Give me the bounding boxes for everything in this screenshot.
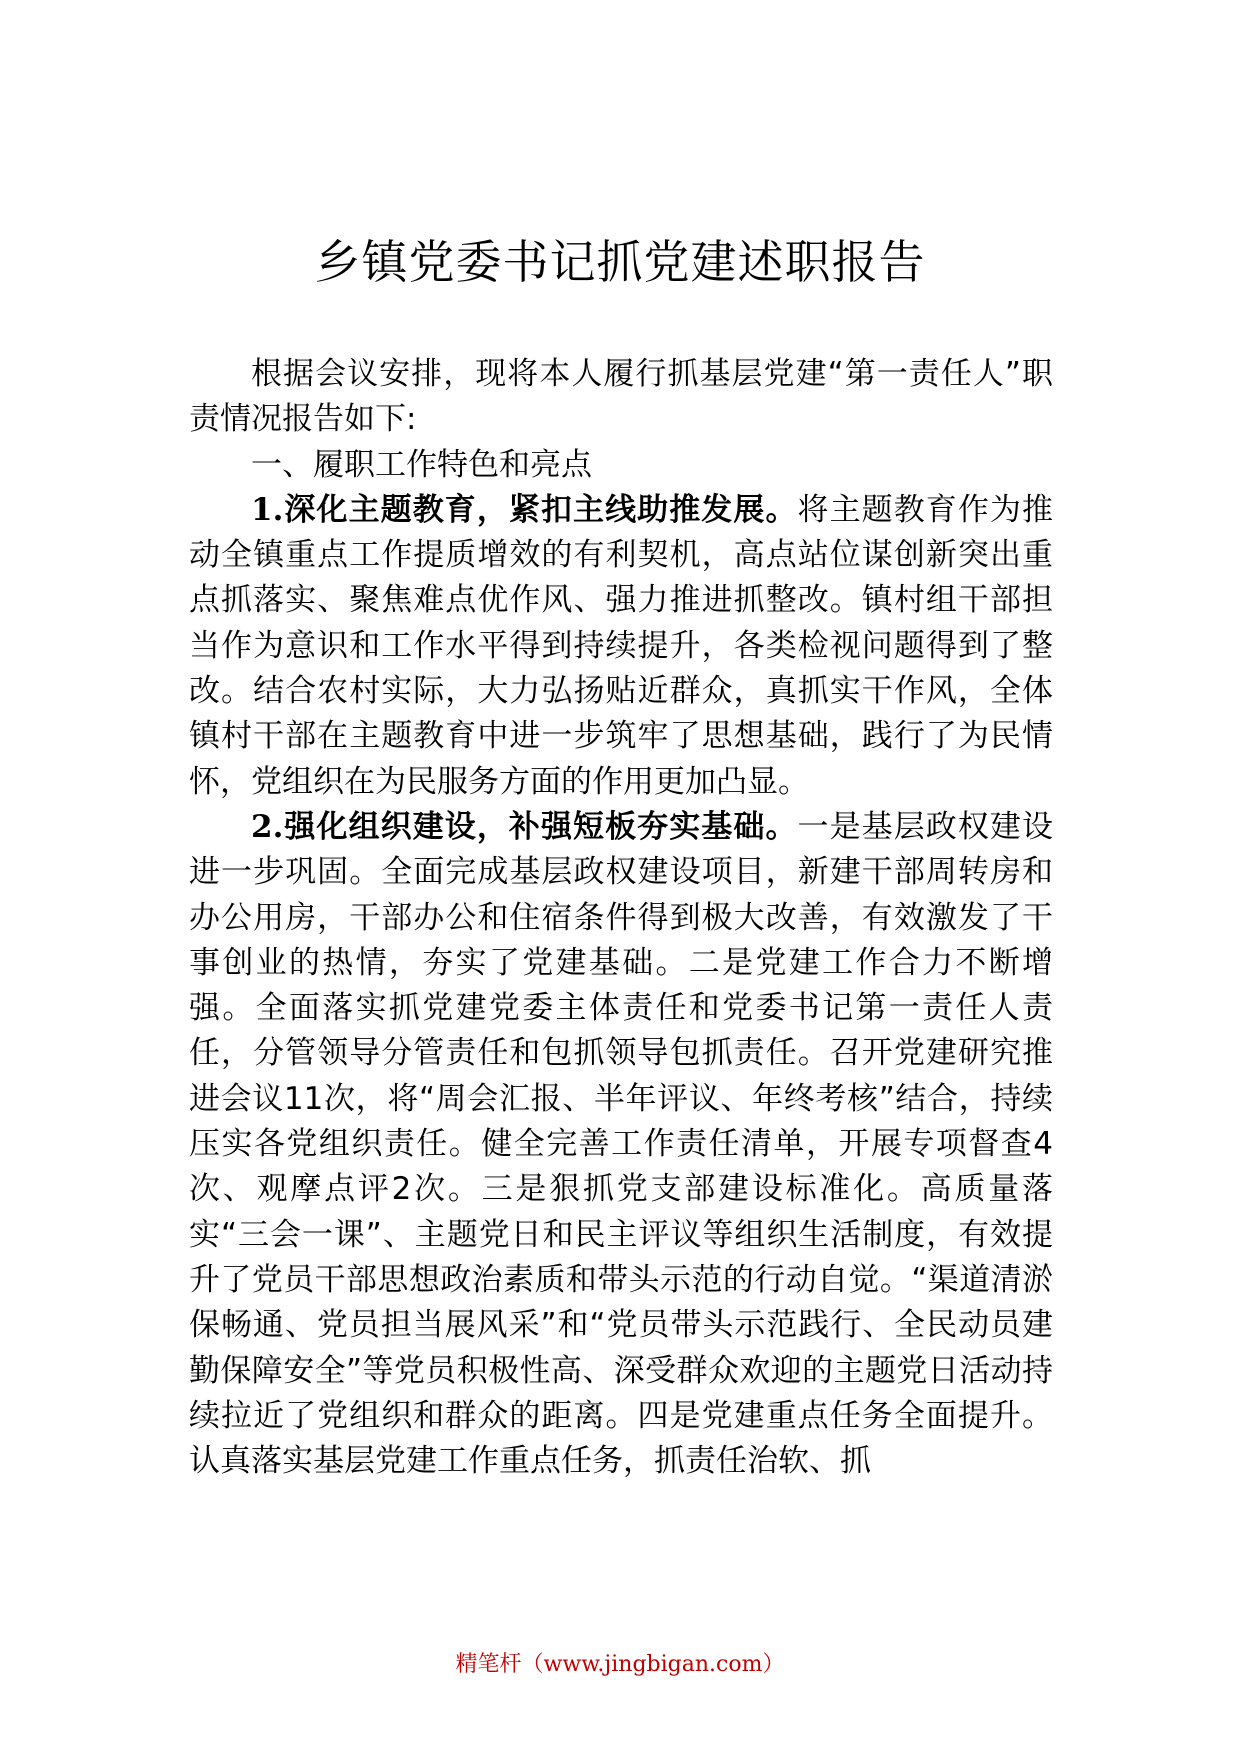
item-lead-1: 1.深化主题教育，紧扣主线助推发展。	[251, 491, 798, 528]
footer-watermark: 精笔杆（www.jingbigan.com）	[455, 1652, 785, 1677]
item-text-2: 一是基层政权建设进一步巩固。全面完成基层政权建设项目，新建干部周转房和办公用房，干部办公和住宿条件得到极大改善，有效激发了干事创业的热情，夯实了党建基础。二是党建工作合力不断增强。全面落实抓党建党委主体责任和党委书记第一责任人责任，分管领导分管责任和包抓领导包抓责任。召开党建研究推进会议11次，将“周会汇报、半年评议、年终考核”结合，持续压实各党组织责任。健全完善工作责任清单，开展专项督查4次、观摩点评2次。三是狠抓党支部建设标准化。高质量落实“三会一课”、主题党日和民主评议等组织生活制度，有效提升了党员干部思想政治素质和带头示范的行动自觉。“渠道清淤保畅通、党员担当展风采”和“党员带头示范践行、全民动员建勤保障安全”等党员积极性高、深受群众欢迎的主题党日活动持续拉近了党组织和群众的距离。四是党建重点任务全面提升。认真落实基层党建工作重点任务，抓责任治软、抓	[189, 808, 1053, 1480]
intro-paragraph: 根据会议安排，现将本人履行抓基层党建“第一责任人”职责情况报告如下:	[189, 356, 1053, 438]
document-body	[189, 352, 1053, 1484]
document-title: 乡镇党委书记抓党建述职报告	[314, 235, 926, 289]
item-paragraph-2	[189, 805, 1053, 1484]
item-text-1: 将主题教育作为推动全镇重点工作提质增效的有利契机，高点站位谋创新突出重点抓落实、聚焦难点优作风、强力推进抓整改。镇村组干部担当作为意识和工作水平得到持续提升，各类检视问题得到了整改。结合农村实际，大力弘扬贴近群众，真抓实干作风，全体镇村干部在主题教育中进一步筑牢了思想基础，践行了为民情怀，党组织在为民服务方面的作用更加凸显。	[189, 491, 1053, 800]
section-heading: 一、履职工作特色和亮点	[251, 446, 592, 483]
item-lead-2: 2.强化组织建设，补强短板夯实基础。	[251, 808, 798, 845]
item-paragraph-1	[189, 488, 1053, 805]
